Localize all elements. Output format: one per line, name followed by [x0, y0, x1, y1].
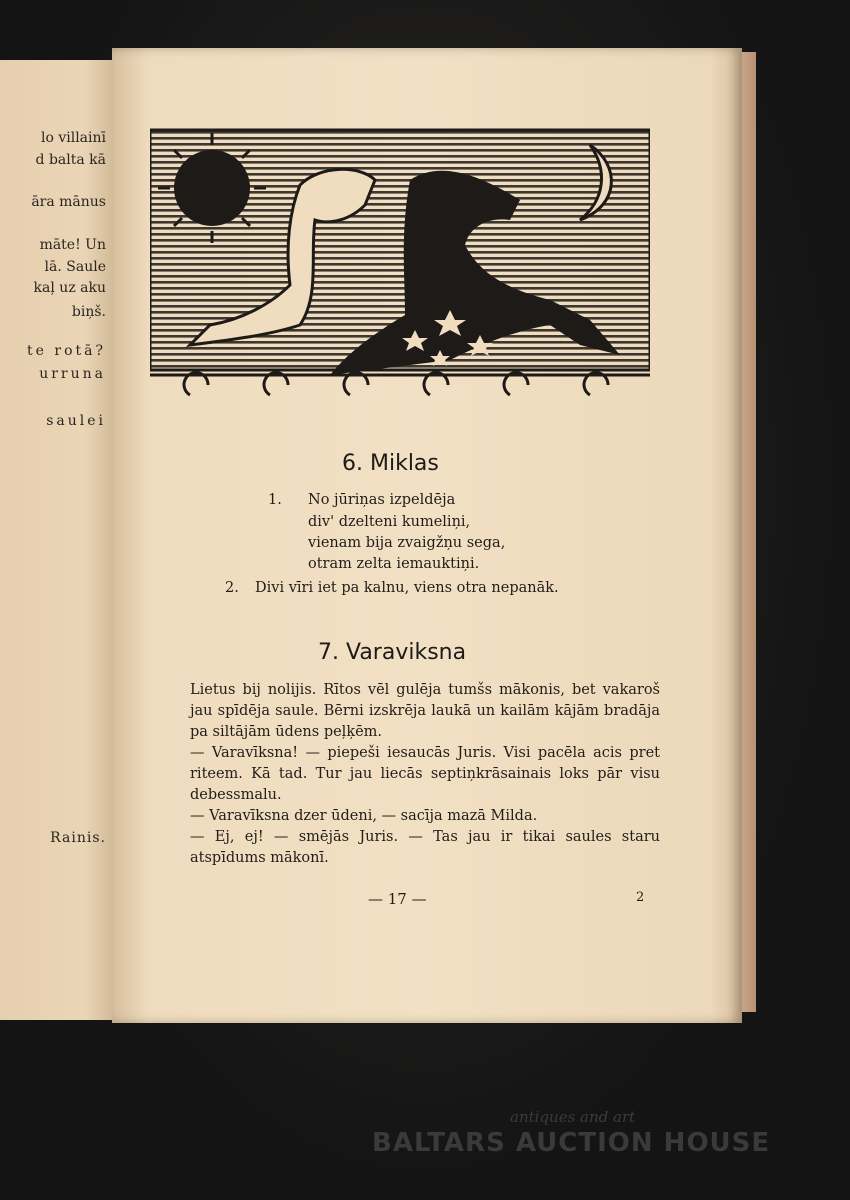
watermark-subtitle: antiques and art	[510, 1108, 636, 1126]
left-text-line: urruna	[39, 366, 106, 382]
story-paragraph: — Varavīksna! — piepeši iesaucās Juris. Visi pacēla acis pret riteem. Kā tad. Tur jau liecās septiņkrāsainais loks pār visu debessmalu.	[190, 745, 660, 803]
left-text-line: lā. Saule	[44, 259, 106, 275]
section-heading-riddles: 6. Miklas	[342, 451, 439, 476]
wave-border	[150, 373, 650, 395]
story-paragraph: — Ej, ej! — smējās Juris. — Tas jau ir tikai saules staru atspīdums mākonī.	[190, 829, 660, 866]
story-paragraph: Lietus bij nolijis. Rītos vēl gulēja tumšs mākonis, bet vakaroš jau spīdēja saule. Bērni izskrēja laukā un kailām kājām bradāja pa siltājām ūdens peļķēm.	[190, 682, 660, 740]
left-text-line: d balta kā	[35, 152, 106, 168]
page-number: — 17 —	[368, 890, 427, 908]
riddle-number: 2.	[225, 580, 239, 596]
left-text-line: kaļ uz aku	[33, 280, 106, 296]
story-paragraph: — Varavīksna dzer ūdeni, — sacīja mazā Milda.	[190, 808, 538, 824]
left-text-line: Rainis.	[50, 830, 106, 846]
riddle-line: otram zelta iemauktiņi.	[308, 556, 480, 572]
left-text-line: te rotā?	[27, 343, 106, 359]
left-text-line: māte! Un	[39, 237, 106, 253]
riddle-line: div' dzelteni kumeliņi,	[308, 514, 471, 530]
book-page-edge	[740, 52, 756, 1012]
left-text-line: lo villainī	[40, 130, 106, 146]
woodcut-illustration	[150, 125, 650, 415]
left-text-line: āra mānus	[31, 194, 106, 210]
riddle-line: vienam bija zvaigžņu sega,	[308, 535, 506, 551]
left-text-line: biņš.	[71, 304, 106, 320]
riddle-line: Divi vīri iet pa kalnu, viens otra nepanāk.	[255, 580, 559, 596]
section-heading-rainbow: 7. Varaviksna	[318, 640, 467, 665]
riddle-line: No jūriņas izpeldēja	[308, 492, 456, 508]
signature-mark: 2	[636, 890, 645, 905]
left-text-line: saulei	[46, 413, 106, 429]
riddle-number: 1.	[268, 492, 282, 508]
left-page	[0, 60, 120, 1020]
watermark-logo: BALTARS AUCTION HOUSE	[372, 1128, 771, 1158]
